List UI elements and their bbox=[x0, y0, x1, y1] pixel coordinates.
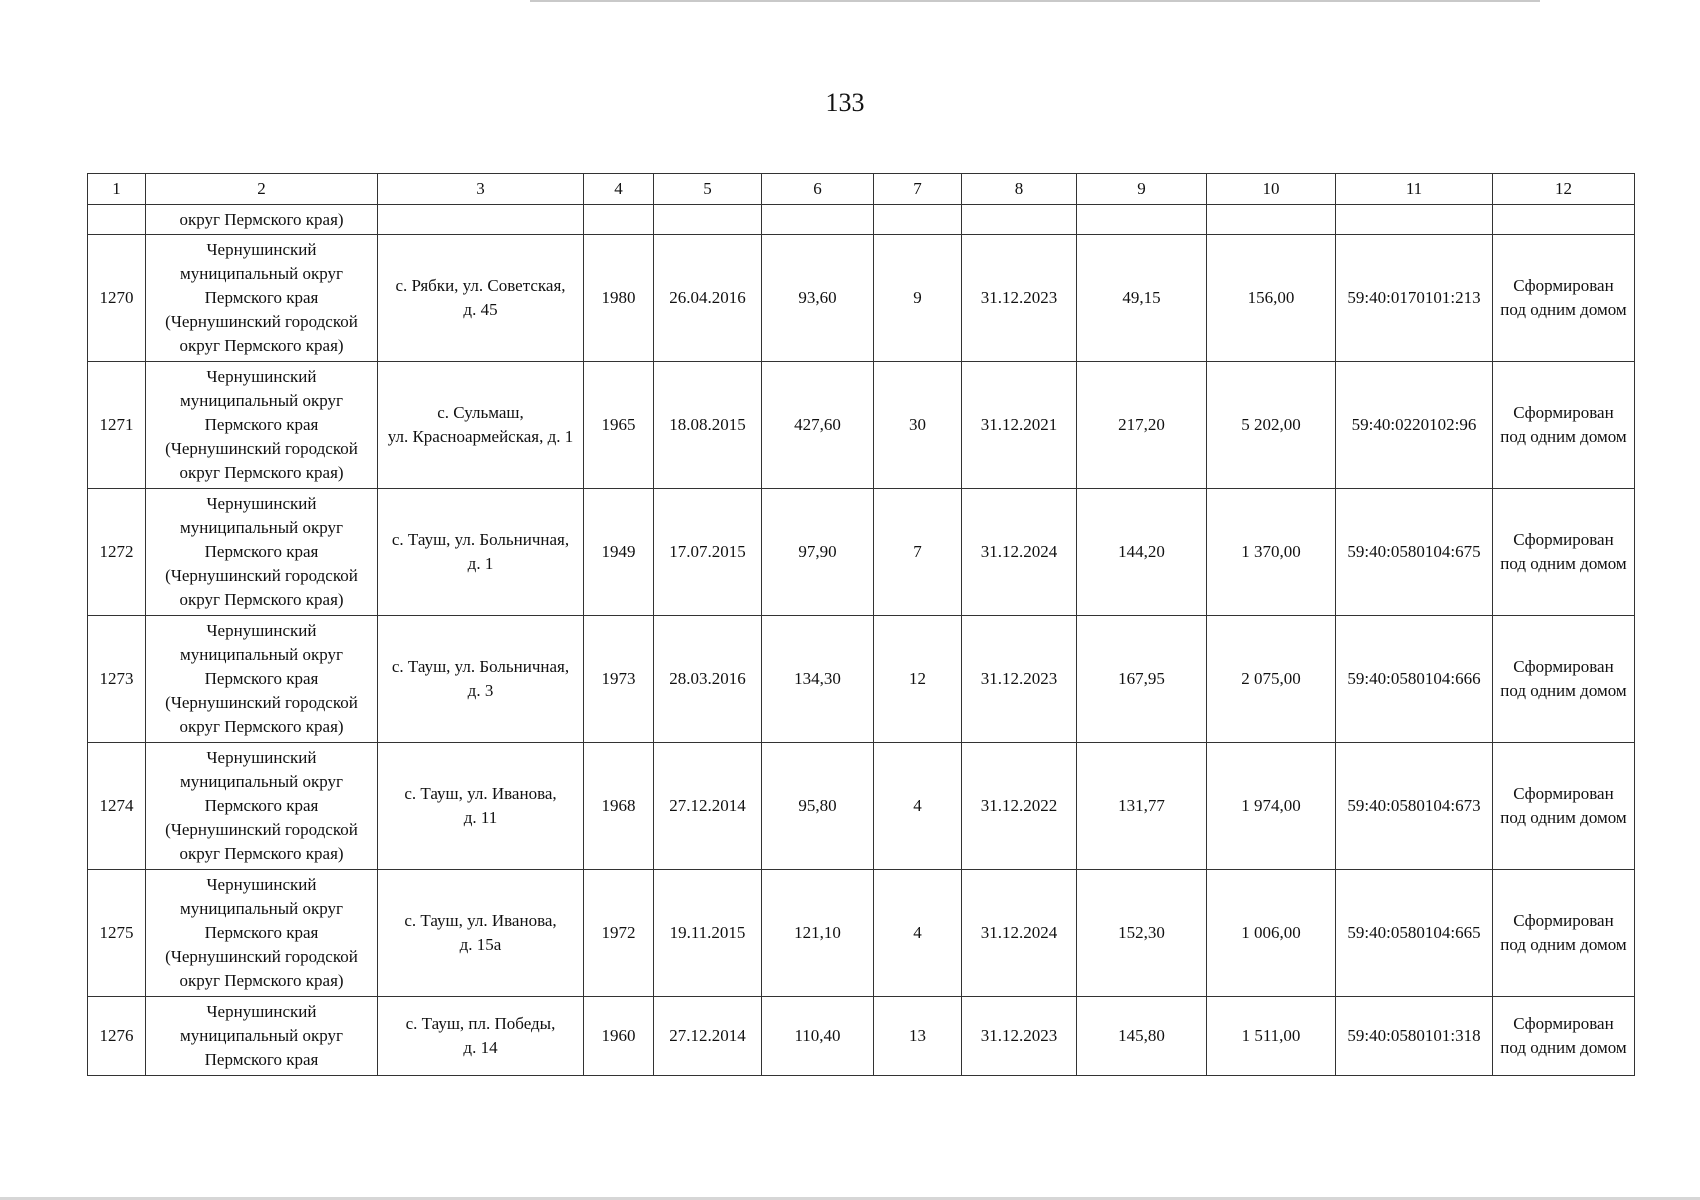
row-number-cell: 1275 bbox=[88, 870, 146, 997]
residents-cell: 4 bbox=[874, 870, 962, 997]
status-line: под одним домом bbox=[1500, 808, 1627, 827]
column-number: 11 bbox=[1336, 174, 1493, 205]
table-row bbox=[88, 743, 1635, 870]
date-cell: 28.03.2016 bbox=[654, 616, 762, 743]
status-line: Сформирован bbox=[1513, 911, 1614, 930]
municipality-line: округ Пермского края) bbox=[179, 717, 344, 736]
column-number: 7 bbox=[874, 174, 962, 205]
municipality-line: муниципальный округ bbox=[179, 518, 344, 537]
table-row bbox=[88, 616, 1635, 743]
living-area-cell: 217,20 bbox=[1077, 362, 1207, 489]
status-cell bbox=[1493, 870, 1635, 997]
status-line: Сформирован bbox=[1513, 784, 1614, 803]
municipality-line: Чернушинский bbox=[206, 748, 317, 767]
deadline-cell: 31.12.2024 bbox=[962, 489, 1077, 616]
address-line: с. Рябки, ул. Советская, bbox=[395, 276, 566, 295]
land-area-cell: 156,00 bbox=[1207, 235, 1336, 362]
table-cell bbox=[1077, 205, 1207, 235]
status-line: под одним домом bbox=[1500, 554, 1627, 573]
column-number: 3 bbox=[378, 174, 584, 205]
municipality-line: Чернушинский bbox=[206, 240, 317, 259]
address-line: ул. Красноармейская, д. 1 bbox=[387, 427, 574, 446]
municipality-line: Пермского края bbox=[204, 415, 319, 434]
year-cell: 1973 bbox=[584, 616, 654, 743]
cadastral-number-cell: 59:40:0580104:665 bbox=[1336, 870, 1493, 997]
municipality-line: Чернушинский bbox=[206, 494, 317, 513]
municipality-cell bbox=[146, 743, 378, 870]
residents-cell: 7 bbox=[874, 489, 962, 616]
residents-cell: 30 bbox=[874, 362, 962, 489]
area-cell: 97,90 bbox=[762, 489, 874, 616]
table-cell bbox=[1207, 205, 1336, 235]
row-number-cell: 1271 bbox=[88, 362, 146, 489]
year-cell: 1965 bbox=[584, 362, 654, 489]
column-number: 9 bbox=[1077, 174, 1207, 205]
living-area-cell: 49,15 bbox=[1077, 235, 1207, 362]
row-number-cell: 1272 bbox=[88, 489, 146, 616]
living-area-cell: 145,80 bbox=[1077, 997, 1207, 1076]
municipality-line: Пермского края bbox=[204, 288, 319, 307]
municipality-line: (Чернушинский городской bbox=[165, 439, 358, 458]
municipality-line: округ Пермского края) bbox=[179, 844, 344, 863]
area-cell: 93,60 bbox=[762, 235, 874, 362]
municipality-cell bbox=[146, 997, 378, 1076]
status-cell bbox=[1493, 362, 1635, 489]
date-cell: 17.07.2015 bbox=[654, 489, 762, 616]
table-cell bbox=[584, 205, 654, 235]
area-cell: 95,80 bbox=[762, 743, 874, 870]
date-cell: 18.08.2015 bbox=[654, 362, 762, 489]
municipality-line: муниципальный округ bbox=[179, 264, 344, 283]
municipality-line: Чернушинский bbox=[206, 621, 317, 640]
deadline-cell: 31.12.2023 bbox=[962, 616, 1077, 743]
table-row bbox=[88, 489, 1635, 616]
address-line: д. 1 bbox=[467, 554, 494, 573]
status-cell bbox=[1493, 235, 1635, 362]
address-line: д. 14 bbox=[463, 1038, 498, 1057]
municipality-line: (Чернушинский городской bbox=[165, 566, 358, 585]
municipality-line: (Чернушинский городской bbox=[165, 693, 358, 712]
table-cell bbox=[762, 205, 874, 235]
municipality-line: (Чернушинский городской bbox=[165, 947, 358, 966]
page-number: 133 bbox=[825, 88, 865, 117]
table-cell bbox=[654, 205, 762, 235]
scan-edge-top bbox=[530, 0, 1540, 2]
address-line: с. Сульмаш, bbox=[437, 403, 524, 422]
date-cell: 27.12.2014 bbox=[654, 997, 762, 1076]
municipality-line: муниципальный округ bbox=[179, 1026, 344, 1045]
continuation-row bbox=[88, 205, 1635, 235]
cadastral-number-cell: 59:40:0580104:675 bbox=[1336, 489, 1493, 616]
address-line: д. 45 bbox=[463, 300, 498, 319]
address-line: с. Тауш, ул. Иванова, bbox=[404, 784, 557, 803]
status-line: под одним домом bbox=[1500, 427, 1627, 446]
column-number: 5 bbox=[654, 174, 762, 205]
row-number-cell: 1273 bbox=[88, 616, 146, 743]
municipality-line: округ Пермского края) bbox=[179, 336, 344, 355]
row-number-cell: 1270 bbox=[88, 235, 146, 362]
address-line: д. 3 bbox=[467, 681, 494, 700]
housing-register-table bbox=[87, 173, 1635, 1076]
municipality-line: Пермского края bbox=[204, 542, 319, 561]
municipality-line: Пермского края bbox=[204, 923, 319, 942]
address-cell bbox=[378, 870, 584, 997]
column-number: 6 bbox=[762, 174, 874, 205]
municipality-line: муниципальный округ bbox=[179, 899, 344, 918]
column-number: 1 bbox=[88, 174, 146, 205]
land-area-cell: 1 974,00 bbox=[1207, 743, 1336, 870]
address-line: д. 15а bbox=[459, 935, 502, 954]
column-number: 12 bbox=[1493, 174, 1635, 205]
municipality-line: Чернушинский bbox=[206, 875, 317, 894]
status-line: Сформирован bbox=[1513, 1014, 1614, 1033]
municipality-cell bbox=[146, 235, 378, 362]
table-cell bbox=[88, 205, 146, 235]
deadline-cell: 31.12.2023 bbox=[962, 235, 1077, 362]
municipality-line: Пермского края bbox=[204, 669, 319, 688]
address-cell bbox=[378, 235, 584, 362]
date-cell: 27.12.2014 bbox=[654, 743, 762, 870]
municipality-line: округ Пермского края) bbox=[179, 463, 344, 482]
land-area-cell: 5 202,00 bbox=[1207, 362, 1336, 489]
address-line: с. Тауш, пл. Победы, bbox=[405, 1014, 556, 1033]
municipality-line: (Чернушинский городской bbox=[165, 820, 358, 839]
municipality-cell bbox=[146, 362, 378, 489]
address-line: с. Тауш, ул. Больничная, bbox=[391, 530, 570, 549]
row-number-cell: 1274 bbox=[88, 743, 146, 870]
table-row bbox=[88, 870, 1635, 997]
area-cell: 427,60 bbox=[762, 362, 874, 489]
status-cell bbox=[1493, 616, 1635, 743]
land-area-cell: 1 511,00 bbox=[1207, 997, 1336, 1076]
address-line: с. Тауш, ул. Больничная, bbox=[391, 657, 570, 676]
row-number-cell: 1276 bbox=[88, 997, 146, 1076]
status-line: Сформирован bbox=[1513, 276, 1614, 295]
address-cell bbox=[378, 362, 584, 489]
municipality-cell bbox=[146, 870, 378, 997]
municipality-line: округ Пермского края) bbox=[179, 590, 344, 609]
year-cell: 1980 bbox=[584, 235, 654, 362]
residents-cell: 4 bbox=[874, 743, 962, 870]
municipality-line: муниципальный округ bbox=[179, 645, 344, 664]
year-cell: 1968 bbox=[584, 743, 654, 870]
municipality-line: Пермского края bbox=[204, 796, 319, 815]
municipality-cell bbox=[146, 616, 378, 743]
area-cell: 110,40 bbox=[762, 997, 874, 1076]
cadastral-number-cell: 59:40:0580104:666 bbox=[1336, 616, 1493, 743]
land-area-cell: 1 006,00 bbox=[1207, 870, 1336, 997]
table-body bbox=[88, 174, 1635, 1076]
cadastral-number-cell: 59:40:0580101:318 bbox=[1336, 997, 1493, 1076]
municipality-line: округ Пермского края) bbox=[179, 971, 344, 990]
status-line: Сформирован bbox=[1513, 530, 1614, 549]
address-cell bbox=[378, 997, 584, 1076]
residents-cell: 13 bbox=[874, 997, 962, 1076]
municipality-line: Пермского края bbox=[204, 1050, 319, 1069]
table-cell bbox=[378, 205, 584, 235]
status-line: под одним домом bbox=[1500, 935, 1627, 954]
column-number: 4 bbox=[584, 174, 654, 205]
address-line: с. Тауш, ул. Иванова, bbox=[404, 911, 557, 930]
status-line: Сформирован bbox=[1513, 403, 1614, 422]
year-cell: 1960 bbox=[584, 997, 654, 1076]
address-cell bbox=[378, 489, 584, 616]
area-cell: 134,30 bbox=[762, 616, 874, 743]
address-line: д. 11 bbox=[463, 808, 498, 827]
date-cell: 26.04.2016 bbox=[654, 235, 762, 362]
land-area-cell: 2 075,00 bbox=[1207, 616, 1336, 743]
address-cell bbox=[378, 743, 584, 870]
living-area-cell: 167,95 bbox=[1077, 616, 1207, 743]
table-cell bbox=[1493, 205, 1635, 235]
status-line: Сформирован bbox=[1513, 657, 1614, 676]
status-cell bbox=[1493, 997, 1635, 1076]
deadline-cell: 31.12.2021 bbox=[962, 362, 1077, 489]
table-cell bbox=[1336, 205, 1493, 235]
status-cell bbox=[1493, 489, 1635, 616]
status-line: под одним домом bbox=[1500, 681, 1627, 700]
municipality-line: муниципальный округ bbox=[179, 391, 344, 410]
column-number: 10 bbox=[1207, 174, 1336, 205]
deadline-cell: 31.12.2022 bbox=[962, 743, 1077, 870]
area-cell: 121,10 bbox=[762, 870, 874, 997]
address-cell bbox=[378, 616, 584, 743]
column-number: 2 bbox=[146, 174, 378, 205]
cadastral-number-cell: 59:40:0580104:673 bbox=[1336, 743, 1493, 870]
cadastral-number-cell: 59:40:0170101:213 bbox=[1336, 235, 1493, 362]
cadastral-number-cell: 59:40:0220102:96 bbox=[1336, 362, 1493, 489]
municipality-cell bbox=[146, 489, 378, 616]
table-cell bbox=[874, 205, 962, 235]
municipality-line: Чернушинский bbox=[206, 1002, 317, 1021]
year-cell: 1972 bbox=[584, 870, 654, 997]
living-area-cell: 152,30 bbox=[1077, 870, 1207, 997]
status-line: под одним домом bbox=[1500, 300, 1627, 319]
table-row bbox=[88, 362, 1635, 489]
living-area-cell: 144,20 bbox=[1077, 489, 1207, 616]
municipality-line: муниципальный округ bbox=[179, 772, 344, 791]
deadline-cell: 31.12.2024 bbox=[962, 870, 1077, 997]
municipality-cell: округ Пермского края) bbox=[146, 205, 378, 235]
year-cell: 1949 bbox=[584, 489, 654, 616]
municipality-line: (Чернушинский городской bbox=[165, 312, 358, 331]
table-cell bbox=[962, 205, 1077, 235]
column-number-row bbox=[88, 174, 1635, 205]
status-cell bbox=[1493, 743, 1635, 870]
date-cell: 19.11.2015 bbox=[654, 870, 762, 997]
table-row bbox=[88, 997, 1635, 1076]
table-row bbox=[88, 235, 1635, 362]
deadline-cell: 31.12.2023 bbox=[962, 997, 1077, 1076]
land-area-cell: 1 370,00 bbox=[1207, 489, 1336, 616]
residents-cell: 9 bbox=[874, 235, 962, 362]
municipality-line: Чернушинский bbox=[206, 367, 317, 386]
column-number: 8 bbox=[962, 174, 1077, 205]
living-area-cell: 131,77 bbox=[1077, 743, 1207, 870]
residents-cell: 12 bbox=[874, 616, 962, 743]
status-line: под одним домом bbox=[1500, 1038, 1627, 1057]
